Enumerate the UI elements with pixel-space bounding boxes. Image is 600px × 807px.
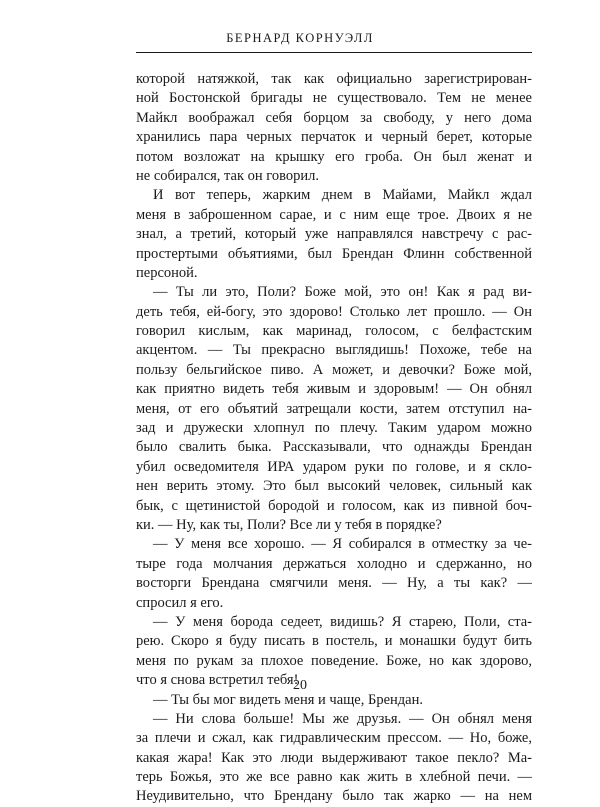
text-line: знал, а третий, который уже направлялся навстречу с рас- [136,226,532,243]
text-line: хранились пара черных перчаток и черный берет, которые [136,129,532,146]
text-line: было свалить быка. Рассказывали, что однажды Брендан [136,439,532,456]
text-line: бык, с щетинистой бородой и голосом, как из пивной боч- [136,497,532,514]
text-line: спросил я его. [136,594,224,611]
text-line: простертыми объятиями, был Брендан Флинн собственной [136,245,532,262]
text-line: потом возложат на крышку его гроба. Он был женат и [136,148,532,165]
text-line: меня, от его объятий затрещали кости, затем отступил на- [136,400,532,417]
text-line: меня по рукам за плохое поведение. Боже, но как здорово, [136,652,532,669]
text-line: ной Бостонской бригады не существовало. Тем не менее [136,90,532,107]
text-line: пользу бельгийское пиво. А может, и девочки? Боже мой, [136,361,532,378]
text-line: что я снова встретил тебя! [136,672,299,689]
text-line: Майкл воображал себя борцом за свободу, у него дома [136,109,532,126]
text-line: меня в заброшенном сарае, и с ним еще трое. Двоих я не [136,206,532,223]
text-line: терь Божья, это же все равно как жить в хлебной печи. — [136,769,532,786]
text-line: деть тебя, ей-богу, это здорово! Столько лет прошло. — Он [136,303,532,320]
text-line: восторги Брендана смягчили меня. — Ну, а ты как? — [136,575,532,592]
text-line: И вот теперь, жарким днем в Майами, Майкл ждал [153,187,532,204]
text-line: рею. Скоро я буду писать в постель, и монашки будут бить [136,633,532,650]
text-line: зад и дружески хлопнул по плечу. Таким ударом можно [136,420,532,437]
text-line: не собирался, так он говорил. [136,167,320,184]
text-line: за плечи и сжал, как гидравлическим прессом. — Но, боже, [136,730,532,747]
text-line: персоной. [136,264,198,281]
text-line: которой натяжкой, так как официально зарегистрирован- [136,71,532,87]
text-line: убил осведомителя ИРА ударом руки по голове, и я скло- [136,458,532,475]
text-line: как приятно видеть тебя живым и здоровым! — Он обнял [136,381,532,398]
text-line: ки. — Ну, как ты, Поли? Все ли у тебя в порядке? [136,516,442,533]
text-line: нен верить этому. Это был высокий человек, сильный как [136,478,532,495]
text-line: — Ты бы мог видеть меня и чаще, Брендан. [153,691,423,708]
text-line: тыре года молчания держаться холодно и сдержанно, но [136,555,532,572]
text-line: — У меня все хорошо. — Я собирался в отместку за че- [153,536,532,553]
text-line: акцентом. — Ты прекрасно выглядишь! Похоже, тебе на [136,342,532,359]
text-line: Неудивительно, что Брендану было так жарко — на нем [136,788,532,805]
text-line: — Ни слова больше! Мы же друзья. — Он обнял меня [153,710,532,727]
page-number: 20 [293,678,307,693]
text-line: говорил кислым, как маринад, голосом, с белфастским [136,323,532,340]
header-rule [136,52,532,53]
running-head: БЕРНАРД КОРНУЭЛЛ [226,31,374,45]
text-line: — Ты ли это, Поли? Боже мой, это он! Как я рад ви- [153,284,532,301]
text-line: — У меня борода седеет, видишь? Я старею, Поли, ста- [153,613,532,630]
text-line: какая жара! Как это люди выдерживают такое пекло? Ма- [136,749,532,766]
body-text [136,70,532,807]
